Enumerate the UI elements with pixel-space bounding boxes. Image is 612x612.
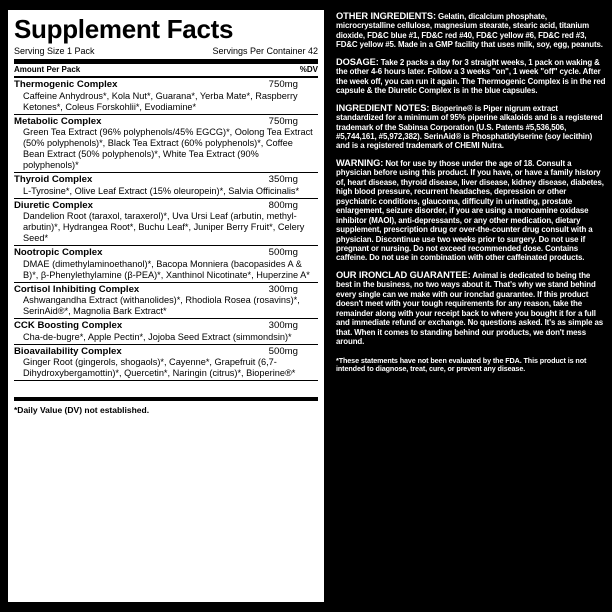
supplement-facts-title: Supplement Facts	[14, 14, 234, 44]
complex-amount: 350mg	[268, 174, 298, 185]
fda-disclaimer: *These statements have not been evaluated by the FDA. This product is not intended to diagnose, treat, cure, or prevent any disease.	[336, 355, 587, 373]
complex-name: Diuretic Complex	[14, 199, 93, 211]
warning-section	[336, 159, 606, 263]
other-ingredients-section	[336, 12, 606, 50]
complex-ingredients: Dandelion Root (taraxol, taraxerol)*, Uva Ursi Leaf (arbutin, methyl-arbutin)*, Hydrangea Root*, Buchu Leaf*, Juniper Berry Fruit*, Celery Seed*	[23, 211, 305, 243]
complex-ingredients: L-Tyrosine*, Olive Leaf Extract (15% oleuropein)*, Salvia Officinalis*	[23, 185, 300, 196]
supplement-facts-panel	[8, 10, 324, 602]
amount-per-pack-label: Amount Per Pack	[14, 65, 81, 74]
complex-row	[14, 345, 318, 382]
complex-name: Cortisol Inhibiting Complex	[14, 283, 140, 295]
warning-text: Not for use by those under the age of 18. Consult a physician before using this product. If you have, or have a family history of, heart disease, thyroid disease, liver disease, kidney disease, diabetes, high blood pressure, recurrent headaches, depression or other psychiatric conditions, glaucoma, difficulty in urinating, prostate enlargement, seizure disorder, if you are using a monoamine oxidase inhibitor (MAOI), anti-depressants, or any other medication, dietary supplement, prescription drug or over-the-counter drug consult with a physician. Discontinue use two weeks prior to surgery. Do not use if pregnant or nursing. Do not exceed recommended dose. Contains caffeine. Do not use in combination with other caffeinated products.	[336, 158, 604, 263]
complex-ingredients: DMAE (dimethylaminoethanol)*, Bacopa Monniera (bacopasides A & B)*, β-Phenylethylamine (β-PEA)*, Xanthinol Nicotinate*, Huperzine A*	[23, 258, 310, 280]
complex-name: Thermogenic Complex	[14, 79, 118, 90]
complex-name: Bioavailability Complex	[14, 345, 122, 357]
complex-row	[14, 173, 318, 199]
guarantee-text: Animal is dedicated to being the best in the business, no two ways about it. That's why we stand behind every single can we make with our ironclad guarantee. If this product doesn't meet with your tough requirements for any reason, take the remainder along with your receipt back to where you bought it for a full and immediate refund or exchange. No questions asked. It's as simple as that. When it comes to standing behind our products, we don't mess around.	[336, 270, 604, 347]
amount-header-row	[14, 64, 318, 78]
other-ingredients-heading: OTHER INGREDIENTS:	[336, 11, 436, 21]
complex-amount: 750mg	[268, 79, 298, 90]
complex-ingredients: Green Tea Extract (96% polyphenols/45% EGCG)*, Oolong Tea Extract (50% polyphenols)*, Black Tea Extract (60% polyphenols)*, Coffee Bean Extract (50% polyphenols)*, White Tea Extract (90% polyphenols)*	[23, 127, 313, 170]
complex-name: Thyroid Complex	[14, 174, 93, 185]
ingredient-notes-text: Bioperine® is Piper nigrum extract standardized for a minimum of 95% piperine alkaloids and is a registered trademark of the Sabinsa Corporation (U.S. Patents #5,536,506, #5,744,161, #5,972,382). SerinAid® is Phosphatidylserine (soy lecithin) and is a registered trademark of CHEMI Nutra.	[336, 103, 603, 151]
complex-ingredients: Ashwangandha Extract (withanolides)*, Rhodiola Rosea (rosavins)*, SerinAid®*, Magnolia Bark Extract*	[23, 295, 300, 316]
complex-row	[14, 283, 318, 320]
complex-name: Metabolic Complex	[14, 115, 102, 127]
guarantee-heading: OUR IRONCLAD GUARANTEE:	[336, 269, 471, 280]
guarantee-section	[336, 271, 606, 347]
complex-ingredients: Ginger Root (gingerols, shogaols)*, Cayenne*, Grapefruit (6,7-Dihydroxybergamottin)*, Quercetin*, Naringin (citrus)*, Bioperine®*	[23, 357, 296, 378]
complex-row	[14, 319, 318, 345]
ingredient-notes-section	[336, 104, 606, 151]
complex-row	[14, 246, 318, 283]
dosage-heading: DOSAGE:	[336, 56, 379, 67]
complex-name: Nootropic Complex	[14, 247, 103, 258]
daily-value-note: *Daily Value (DV) not established.	[14, 397, 318, 415]
complex-row	[14, 78, 318, 115]
complex-amount: 750mg	[268, 115, 298, 127]
serving-size: Serving Size 1 Pack	[14, 46, 95, 56]
dosage-section	[336, 58, 606, 96]
warning-heading: WARNING:	[336, 157, 384, 168]
complex-amount: 300mg	[268, 320, 298, 331]
complex-amount: 500mg	[268, 247, 298, 258]
serving-info-row	[14, 46, 318, 64]
complex-amount: 300mg	[268, 283, 298, 295]
complex-row	[14, 115, 318, 174]
other-ingredients-text: Gelatin, dicalcium phosphate, microcrystalline cellulose, magnesium stearate, stearic acid, titanium dioxide, FD&C blue #1, FD&C red #40, FD&C yellow #6, FD&C red #3, FD&C yellow #5. Made in a GMP facility that uses milk, soy, egg, peanuts.	[336, 12, 603, 50]
complex-row	[14, 199, 318, 247]
dv-header: %DV	[299, 65, 318, 74]
label-text-column	[336, 12, 606, 381]
complex-amount: 800mg	[268, 199, 298, 211]
complex-ingredients: Cha-de-bugre*, Apple Pectin*, Jojoba Seed Extract (simmondsin)*	[23, 331, 292, 342]
dosage-text: Take 2 packs a day for 3 straight weeks, 1 pack on waking & the other 4-6 hours later. Follow a 3 weeks "on", 1 week "off" cycle. After the week off, you can run it again. The Thermogenic Complex is in the red capsule & the Diuretic Complex is in the blue capsules.	[336, 57, 606, 96]
complex-amount: 500mg	[268, 345, 298, 357]
ingredient-notes-heading: INGREDIENT NOTES:	[336, 102, 430, 113]
servings-per-container: Servings Per Container 42	[212, 46, 318, 56]
complex-ingredients: Caffeine Anhydrous*, Kola Nut*, Guarana*, Yerba Mate*, Raspberry Ketones*, Coleus Forskohlii*, Evodiamine*	[23, 90, 298, 112]
complex-name: CCK Boosting Complex	[14, 320, 123, 331]
